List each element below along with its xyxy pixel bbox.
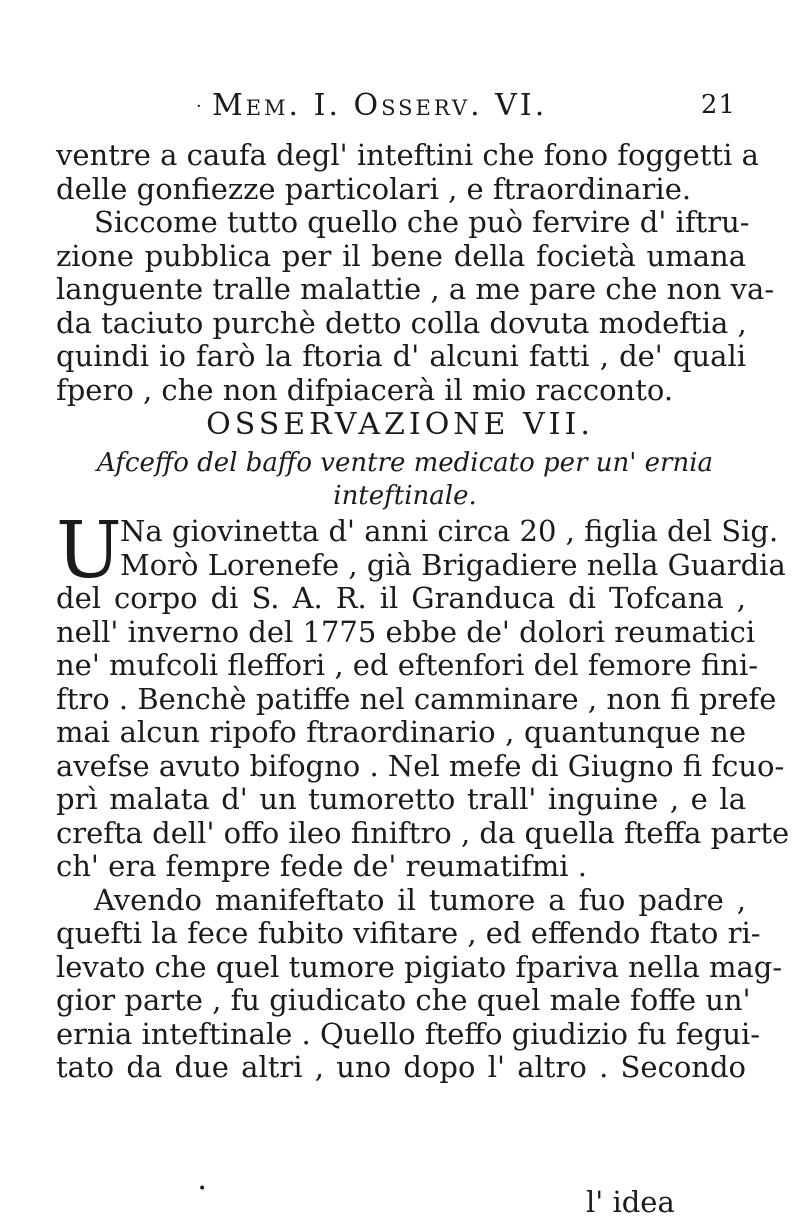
section-subheading <box>60 447 750 513</box>
text-line: Avendo manifeftato il tumore a fuo padre , <box>94 882 746 917</box>
text-line: nell' inverno del 1775 ebbe de' dolori reumatici <box>56 614 756 649</box>
text-line: Na giovinetta d' anni circa 20 , figlia del Sig. <box>120 514 779 548</box>
page-number: 21 <box>700 90 736 120</box>
paragraph-case <box>56 514 790 1085</box>
text-line: ch' era fempre fede de' reumatifmi . <box>56 849 587 883</box>
text-line: quefti la fece fubito vifitare , ed effendo ftato ri- <box>56 916 761 950</box>
section-heading: OSSERVAZIONE VII. <box>206 407 594 442</box>
text-line: da taciuto purchè detto colla dovuta modeftia , <box>56 305 747 340</box>
text-line: ftro . Benchè patiffe nel camminare , non fi prefe <box>56 681 777 716</box>
running-head <box>196 88 736 128</box>
catchword: l' idea <box>586 1185 675 1219</box>
drop-cap: U <box>56 506 122 596</box>
text-line: languente tralle malattie , a me pare che non va- <box>56 272 775 306</box>
text-line: Morò Lorenefe , già Brigadiere nella Guardia <box>120 547 786 582</box>
text-line: prì malata d' un tumoretto trall' inguine , e la <box>56 782 746 816</box>
text-line: ernia inteftinale . Quello fteffo giudizio fu fegui- <box>56 1016 761 1051</box>
running-head-mark: · <box>196 96 203 117</box>
subheading-line: Afceffo del baffo ventre medicato per un' ernia <box>96 448 714 478</box>
text-line: mai alcun ripofo ftraordinario , quantunque ne <box>56 715 746 749</box>
paragraph-intro <box>56 138 775 407</box>
text-line: levato che quel tumore pigiato fpariva nella mag- <box>56 949 783 984</box>
running-head-title: Mem. I. Osserv. VI. <box>212 88 548 123</box>
text-line: crefta dell' offo ileo finiftro , da quella fteffa parte <box>56 815 790 850</box>
text-line: delle gonfiezze particolari , e ftraordinarie. <box>56 171 692 206</box>
text-line: fpero , che non difpiacerà il mio racconto. <box>56 372 674 407</box>
text-line: gior parte , fu giudicato che quel male foffe un' <box>56 983 751 1017</box>
footer-bullet: • <box>198 1181 207 1197</box>
text-line: del corpo di S. A. R. il Granduca di Tofcana , <box>56 581 746 615</box>
text-line: ne' mufcoli fleffori , ed eftenfori del femore fini- <box>56 648 759 682</box>
text-line: ventre a caufa degl' inteftini che fono foggetti a <box>56 138 759 172</box>
subheading-line: inteftinale. <box>333 481 477 511</box>
text-line: tato da due altri , uno dopo l' altro . Secondo <box>56 1050 746 1084</box>
text-line: Siccome tutto quello che può fervire d' iftru- <box>94 205 750 239</box>
text-line: avefse avuto bifogno . Nel mefe di Giugno fi fcuo- <box>56 748 785 783</box>
text-line: quindi io farò la ftoria d' alcuni fatti , de' quali <box>56 339 746 373</box>
text-line: zione pubblica per il bene della focietà umana <box>56 238 746 273</box>
